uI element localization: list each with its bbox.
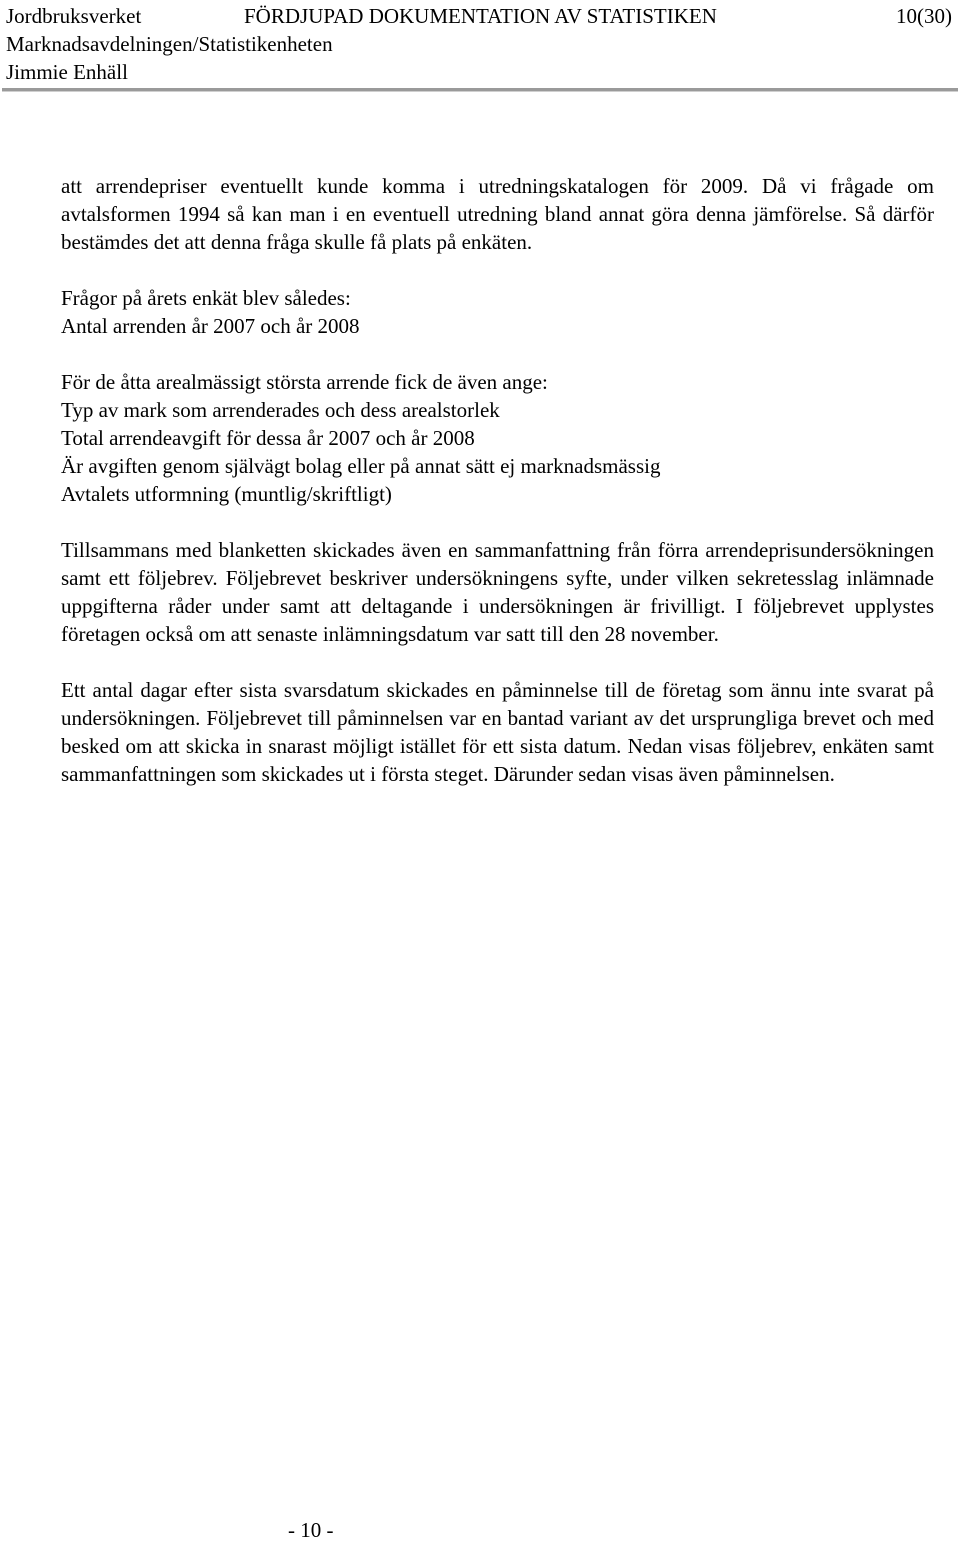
largest-leases-item: Typ av mark som arrenderades och dess arealstorlek (61, 398, 500, 422)
largest-leases-intro: För de åtta arealmässigt största arrende fick de även ange: (61, 370, 548, 394)
header-divider (2, 88, 958, 92)
header-document-title: FÖRDJUPAD DOKUMENTATION AV STATISTIKEN (244, 4, 717, 28)
header-department: Marknadsavdelningen/Statistikenheten (6, 32, 333, 56)
body-paragraph-2: Tillsammans med blanketten skickades även en sammanfattning från förra arrendeprisundersökningen samt ett följebrev. Följebrevet beskriver undersökningens syfte, under vilken sekretesslag inlämnade uppgifterna råder under samt att deltagande i undersökningen är frivilligt. I följebrevet upplystes företagen också om att senaste inlämningsdatum var satt till den 28 november. (61, 538, 934, 646)
largest-leases-block (61, 368, 934, 508)
question-item: Antal arrenden år 2007 och år 2008 (61, 314, 360, 338)
questions-intro: Frågor på årets enkät blev således: (61, 286, 351, 310)
header-organization: Jordbruksverket (6, 4, 142, 28)
body-paragraph-1: att arrendepriser eventuellt kunde komma i utredningskatalogen för 2009. Då vi frågade om avtalsformen 1994 så kan man i en eventuell utredning bland annat göra denna jämförelse. Så därför bestämdes det att denna fråga skulle få plats på enkäten. (61, 174, 934, 254)
largest-leases-item: Är avgiften genom självägt bolag eller på annat sätt ej marknadsmässig (61, 454, 661, 478)
body-paragraph-3: Ett antal dagar efter sista svarsdatum skickades en påminnelse till de företag som ännu inte svarat på undersökningen. Följebrevet till påminnelsen var en bantad variant av det ursprungliga brevet och med besked om att skicka in snarast möjligt istället för ett sista datum. Nedan visas följebrev, enkäten samt sammanfattningen som skickades ut i första steget. Därunder sedan visas även påminnelsen. (61, 678, 934, 786)
document-body (61, 172, 934, 816)
questions-block (61, 284, 934, 340)
header-author: Jimmie Enhäll (6, 60, 128, 84)
largest-leases-item: Avtalets utformning (muntlig/skriftligt) (61, 482, 392, 506)
page-footer-number: - 10 - (288, 1518, 334, 1542)
header-page-number: 10(30) (896, 4, 952, 28)
largest-leases-item: Total arrendeavgift för dessa år 2007 och år 2008 (61, 426, 475, 450)
